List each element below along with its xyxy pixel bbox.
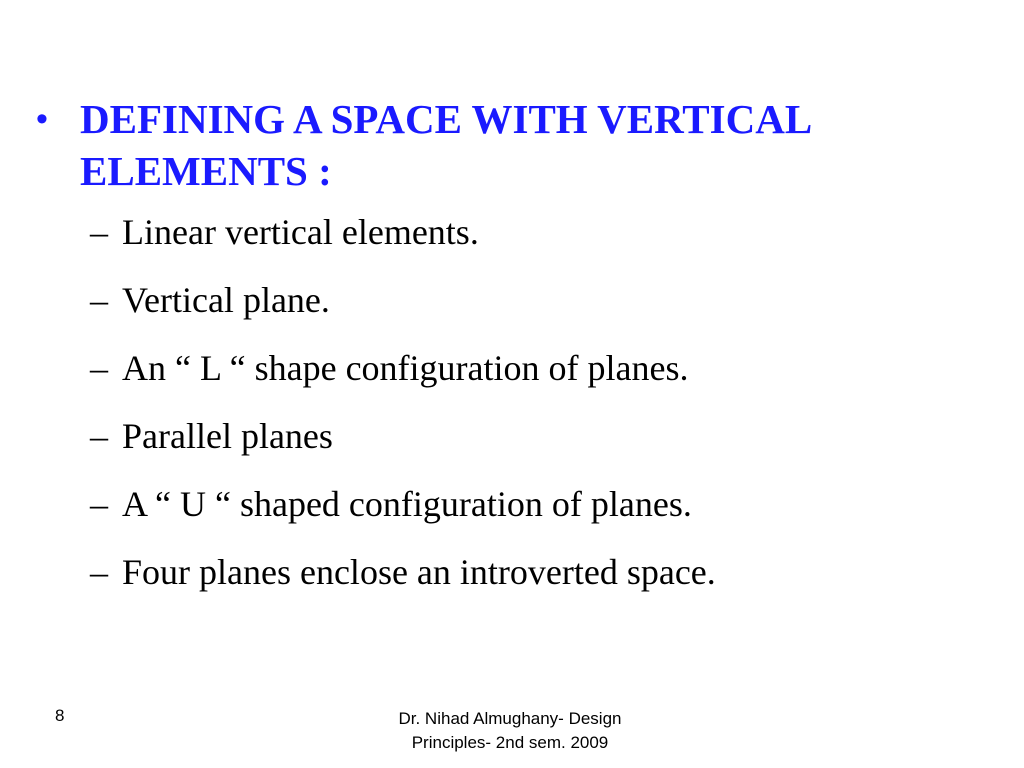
page-number: 8 [55,706,65,725]
dash-icon: – [90,416,108,456]
list-item-text: Four planes enclose an introverted space. [122,552,716,592]
list-item [90,484,716,552]
list-item-text: An “ L “ shape configuration of planes. [122,348,689,388]
list-item-text: Parallel planes [122,416,333,456]
dash-icon: – [90,348,108,388]
sub-bullet-list [90,212,716,620]
list-item-text: A “ U “ shaped configuration of planes. [122,484,692,524]
list-item-text: Vertical plane. [122,280,330,320]
list-item [90,552,716,620]
dash-icon: – [90,212,108,252]
slide-heading: DEFINING A SPACE WITH VERTICAL ELEMENTS : [80,96,810,194]
list-item [90,416,716,484]
list-item [90,280,716,348]
main-bullet [36,93,996,197]
footer-credit-line1: Dr. Nihad Almughany- Design [398,709,622,728]
dash-icon: – [90,484,108,524]
bullet-icon: • [36,100,48,138]
list-item-text: Linear vertical elements. [122,212,479,252]
footer-credit [340,707,680,755]
list-item [90,212,716,280]
footer-credit-line2: Principles- 2nd sem. 2009 [411,733,609,752]
dash-icon: – [90,280,108,320]
list-item [90,348,716,416]
dash-icon: – [90,552,108,592]
